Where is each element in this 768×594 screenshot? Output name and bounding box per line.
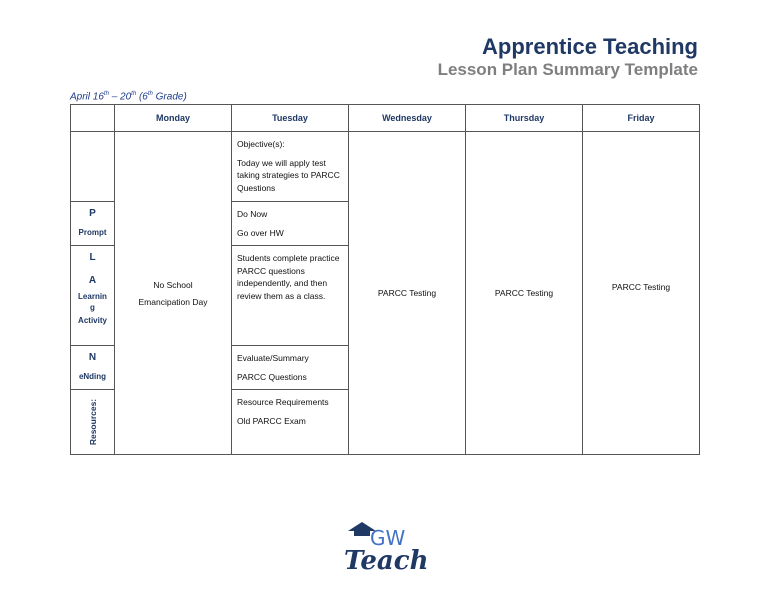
date-sup: th [131, 91, 137, 97]
col-header-friday: Friday [583, 105, 700, 132]
tuesday-ending-cell [232, 346, 349, 390]
tuesday-resources-cell [232, 390, 349, 455]
resources-text: Old PARCC Exam [237, 415, 306, 426]
date-sup: th [147, 91, 153, 97]
col-header-wednesday: Wednesday [349, 105, 466, 132]
prompt-heading: Do Now [237, 209, 268, 219]
learning-letter-a: A [88, 275, 97, 286]
wednesday-cell [349, 132, 466, 455]
logo-teach-text: Teach [344, 546, 429, 576]
resources-heading: Resource Requirements [237, 397, 329, 407]
title-block [438, 34, 698, 80]
page-title: Apprentice Teaching [482, 34, 698, 59]
ending-label: eNding [78, 372, 107, 381]
monday-cell [115, 132, 232, 455]
col-header-tuesday: Tuesday [232, 105, 349, 132]
lesson-plan-table [70, 104, 700, 455]
date-part: April 16 [70, 91, 104, 103]
row-label-blank [71, 132, 115, 202]
date-part: Grade) [152, 91, 187, 103]
tuesday-objective-cell [232, 132, 349, 202]
thursday-text: PARCC Testing [494, 288, 554, 298]
ending-text: PARCC Questions [237, 371, 307, 382]
prompt-label: Prompt [78, 228, 107, 237]
objective-label: Objective(s): [237, 139, 285, 149]
learning-letter-l: L [89, 252, 96, 263]
date-part: – 20 [108, 91, 132, 103]
row-label-resources [71, 390, 115, 455]
date-part: (6 [136, 91, 148, 103]
tuesday-activity-cell [232, 246, 349, 346]
header-row [71, 105, 700, 132]
logo-gw-text: GW [370, 526, 406, 550]
learning-label-1: Learnin [78, 292, 107, 301]
row-label-ending [71, 346, 115, 390]
col-header-monday: Monday [115, 105, 232, 132]
tuesday-prompt-cell [232, 202, 349, 246]
friday-cell [583, 132, 700, 455]
prompt-text: Go over HW [237, 227, 284, 238]
corner-cell [71, 105, 115, 132]
ending-letter: N [88, 352, 97, 363]
thursday-cell [466, 132, 583, 455]
date-range [70, 91, 187, 102]
row-label-prompt [71, 202, 115, 246]
learning-label-3: Activity [78, 316, 107, 325]
row-label-learning [71, 246, 115, 346]
gw-teach-logo [344, 520, 436, 578]
monday-line2: Emancipation Day [138, 296, 208, 307]
activity-text: Students complete practice PARCC questions independently, and then review them as a class. [237, 253, 340, 301]
learning-label-2: g [90, 303, 95, 312]
col-header-thursday: Thursday [466, 105, 583, 132]
objective-text: Today we will apply test taking strategies to PARCC Questions [237, 157, 340, 193]
ending-heading: Evaluate/Summary [237, 353, 309, 363]
wednesday-text: PARCC Testing [377, 288, 437, 298]
page-subtitle: Lesson Plan Summary Template [437, 60, 698, 79]
friday-text: PARCC Testing [611, 282, 671, 292]
monday-line1: No School [153, 279, 193, 290]
prompt-letter: P [89, 208, 96, 219]
resources-label: Resources: [87, 398, 98, 446]
graduation-cap-base [354, 530, 370, 536]
date-sup: th [103, 91, 109, 97]
objective-row [71, 132, 700, 202]
